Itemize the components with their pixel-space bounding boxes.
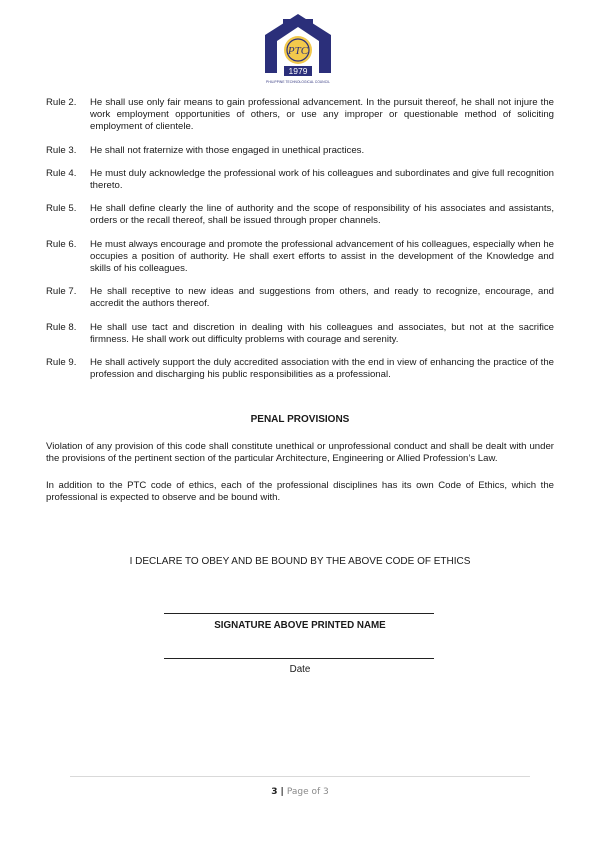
ptc-logo [263,13,333,81]
rule-label: Rule 9. [46,357,77,369]
penal-paragraph-1: Violation of any provision of this code shall constitute unethical or unprofessional conduct and shall be dealt with under the provisions of the pertinent section of the particular Architecture, Engineering or Allied Profession’s Law. [46,441,554,465]
signature-line [164,613,434,614]
rule-text: He shall actively support the duly accredited association with the end in view of enhancing the practice of the profession and discharging his public responsibilities as a professional. [90,357,554,381]
rules-list [46,97,554,392]
rule-text: He must always encourage and promote the professional advancement of his colleagues, especially when he occupies a position of authority. He shall exert efforts to assist in the development of the Knowledge and skills of his colleagues. [90,238,554,275]
rule-text: He shall receptive to new ideas and suggestions from others, and ready to recognize, encourage, and accredit the authors thereof. [90,286,554,310]
footer-divider [70,776,530,777]
date-label: Date [289,664,311,675]
rule-item [46,239,554,276]
svg-text:PTC: PTC [287,45,309,57]
rule-item [46,97,554,134]
rule-label: Rule 6. [46,238,77,250]
rule-text: He shall use tact and discretion in dealing with his colleagues and associates, but not at the sacrifice firmness. He shall work out difficulty problems with courage and serenity. [90,321,554,345]
rule-label: Rule 4. [46,167,77,179]
rule-item [46,322,554,346]
svg-text:1979: 1979 [288,66,308,76]
penal-paragraph-2: In addition to the PTC code of ethics, each of the professional disciplines has its own Code of Ethics, which the professional is expected to observe and be bound with. [46,480,554,504]
penal-provisions-title: PENAL PROVISIONS [250,414,350,425]
logo-caption: PHILIPPINE TECHNOLOGICAL COUNCIL [266,80,330,84]
rule-label: Rule 5. [46,203,77,215]
declaration-text: I DECLARE TO OBEY AND BE BOUND BY THE ABOVE CODE OF ETHICS [129,556,471,567]
rule-label: Rule 2. [46,97,77,108]
page-of-label: Page of 3 [286,787,329,797]
rule-item [46,168,554,192]
rule-item [46,357,554,381]
date-line [164,658,434,659]
rule-text: He shall not fraternize with those engaged in unethical practices. [90,144,365,156]
rule-label: Rule 8. [46,321,77,333]
rule-text: He must duly acknowledge the professional work of his colleagues and subordinates and give full recognition thereto. [90,167,554,192]
rule-text: He shall define clearly the line of authority and the scope of responsibility of his associates and assistants, orders or the recall thereof, shall be issued through proper channels. [90,203,554,227]
rule-item [46,203,554,227]
rule-label: Rule 3. [46,144,77,156]
page-number: 3 [271,787,278,797]
rule-label: Rule 7. [46,286,77,298]
rule-text: He shall use only fair means to gain professional advancement. In the pursuit thereof, he shall not injure the work employment opportunities of others, or use any improper or questionable method of soliciting employment of clientele. [90,97,554,133]
rule-item [46,145,554,157]
page-footer [0,787,600,797]
rule-item [46,286,554,310]
signature-label: SIGNATURE ABOVE PRINTED NAME [214,620,386,631]
footer-separator: | [280,787,284,797]
